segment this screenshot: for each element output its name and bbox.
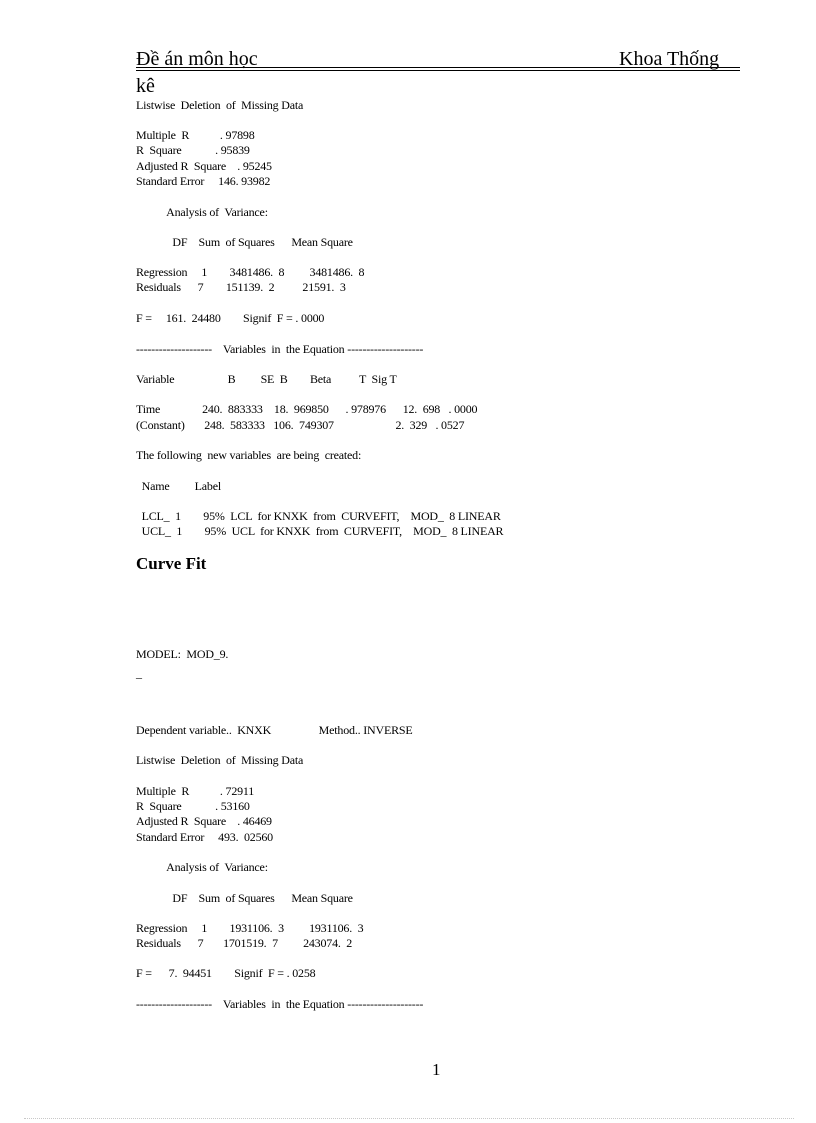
page-bottom-dotted-border: [24, 1118, 794, 1119]
anova-header-2: DF Sum of Squares Mean Square: [136, 891, 353, 905]
stat-r-square: R Square . 95839: [136, 143, 250, 157]
stat-adjusted-r-square-2: Adjusted R Square . 46469: [136, 814, 272, 828]
variables-equation-divider: -------------------- Variables in the Equation --------------------: [136, 342, 424, 356]
dependent-variable-line: Dependent variable.. KNXK Method.. INVERSE: [136, 723, 413, 737]
variables-row-constant: (Constant) 248. 583333 106. 749307 2. 329 . 0527: [136, 418, 465, 432]
f-statistic-line-2: F = 7. 94451 Signif F = . 0258: [136, 966, 316, 980]
anova-row-regression-2: Regression 1 1931106. 3 1931106. 3: [136, 921, 364, 935]
new-variable-ucl: UCL_ 1 95% UCL for KNXK from CURVEFIT, MOD_ 8 LINEAR: [136, 524, 504, 538]
anova-row-residuals: Residuals 7 151139. 2 21591. 3: [136, 280, 346, 294]
stat-standard-error-2: Standard Error 493. 02560: [136, 830, 273, 844]
new-variables-note: The following new variables are being created:: [136, 448, 362, 462]
stat-multiple-r: Multiple R . 97898: [136, 128, 255, 142]
stat-standard-error: Standard Error 146. 93982: [136, 174, 271, 188]
header-faculty: Khoa Thống: [619, 48, 720, 70]
anova-row-regression: Regression 1 3481486. 8 3481486. 8: [136, 265, 365, 279]
f-statistic-line: F = 161. 24480 Signif F = . 0000: [136, 311, 325, 325]
variables-row-time: Time 240. 883333 18. 969850 . 978976 12. 698 . 0000: [136, 402, 478, 416]
stat-r-square-2: R Square . 53160: [136, 799, 250, 813]
name-label-header: Name Label: [136, 479, 221, 493]
header-course-title: Đề án môn học: [136, 48, 258, 70]
curve-fit-heading: Curve Fit: [136, 554, 207, 573]
header-faculty-continuation: kê: [136, 75, 155, 97]
variables-equation-divider-2: -------------------- Variables in the Equation --------------------: [136, 997, 424, 1011]
listwise-deletion-line: Listwise Deletion of Missing Data: [136, 98, 304, 112]
model-line: MODEL: MOD_9.: [136, 647, 229, 661]
cursor-dash: _: [136, 666, 142, 680]
anova-title-2: Analysis of Variance:: [136, 860, 268, 874]
listwise-deletion-line-2: Listwise Deletion of Missing Data: [136, 753, 304, 767]
stat-multiple-r-2: Multiple R . 72911: [136, 784, 255, 798]
anova-header: DF Sum of Squares Mean Square: [136, 235, 353, 249]
anova-title: Analysis of Variance:: [136, 205, 268, 219]
header-underline: [136, 67, 740, 68]
anova-row-residuals-2: Residuals 7 1701519. 7 243074. 2: [136, 936, 353, 950]
variables-table-header: Variable B SE B Beta T Sig T: [136, 372, 397, 386]
new-variable-lcl: LCL_ 1 95% LCL for KNXK from CURVEFIT, MOD_ 8 LINEAR: [136, 509, 501, 523]
page-number: 1: [432, 1060, 441, 1079]
stat-adjusted-r-square: Adjusted R Square . 95245: [136, 159, 272, 173]
header-underline-thin: [136, 70, 740, 71]
